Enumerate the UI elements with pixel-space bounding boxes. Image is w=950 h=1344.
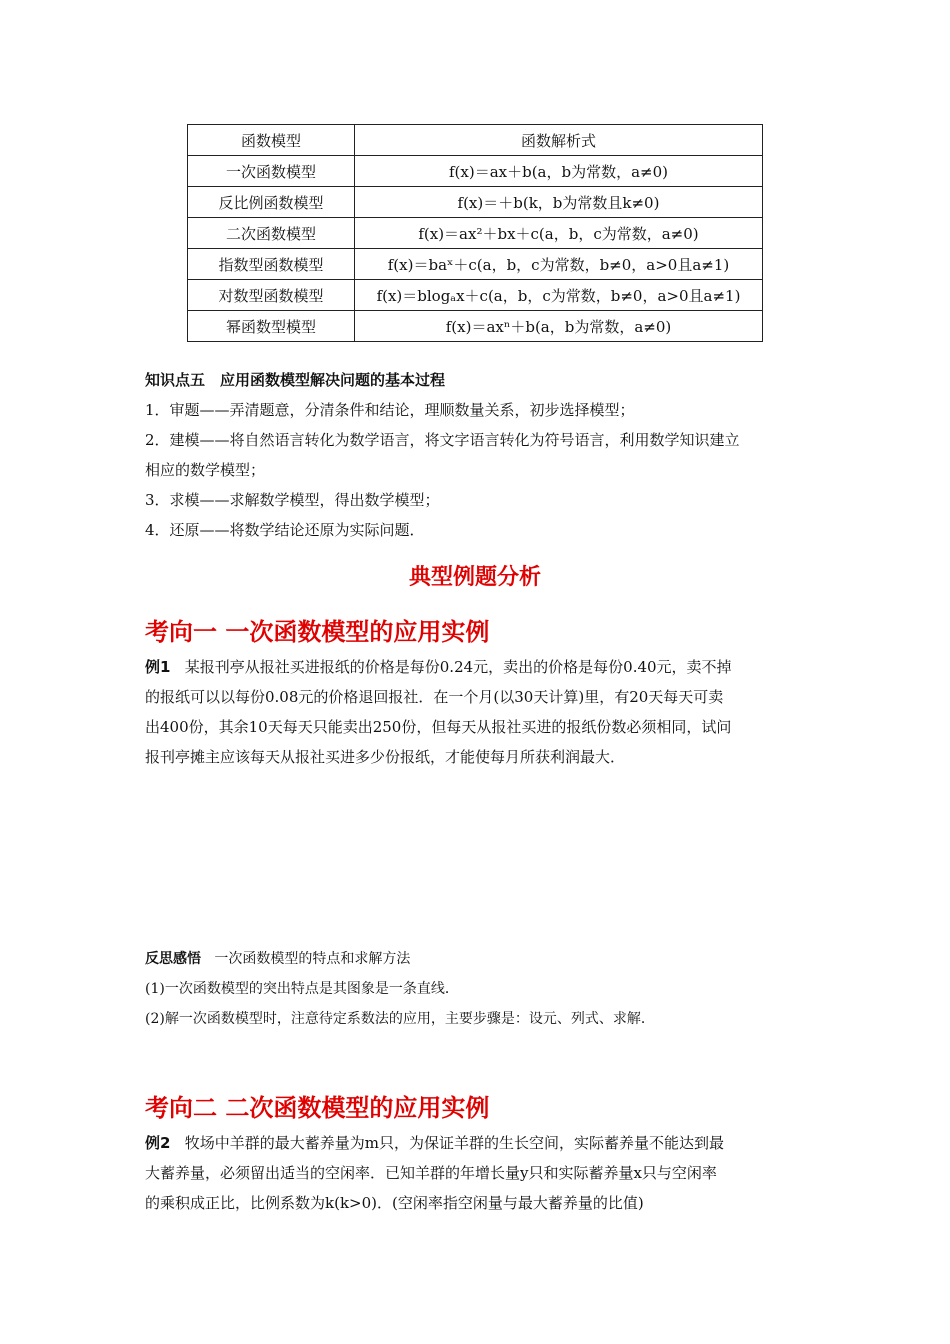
model-formula: f(x)＝ax＋b(a，b为常数，a≠0) <box>355 156 763 187</box>
knowledge-step: 相应的数学模型； <box>145 461 266 479</box>
model-formula: f(x)＝＋b(k，b为常数且k≠0) <box>355 187 763 218</box>
model-name: 指数型函数模型 <box>188 249 355 280</box>
example2-line: 牧场中羊群的最大蓄养量为m只，为保证羊群的生长空间，实际蓄养量不能达到最 <box>184 1134 724 1152</box>
reflect-line: (2)解一次函数模型时，注意待定系数法的应用，主要步骤是：设元、列式、求解． <box>145 1011 655 1027</box>
model-name: 幂函数型模型 <box>188 311 355 342</box>
example2-line: 大蓄养量，必须留出适当的空闲率．已知羊群的年增长量y只和实际蓄养量x只与空闲率 <box>145 1164 717 1182</box>
table-row <box>188 218 763 249</box>
section2-title: 考向二 二次函数模型的应用实例 <box>145 1094 490 1122</box>
table-row <box>188 156 763 187</box>
reflect-line: (1)一次函数模型的突出特点是其图象是一条直线． <box>145 981 459 997</box>
model-name: 二次函数模型 <box>188 218 355 249</box>
example1 <box>145 652 815 772</box>
model-formula: f(x)＝axⁿ＋b(a，b为常数，a≠0) <box>355 311 763 342</box>
model-name: 一次函数模型 <box>188 156 355 187</box>
table-row <box>188 280 763 311</box>
example1-label: 例1 <box>145 658 171 676</box>
knowledge-step: 2．建模——将自然语言转化为数学语言，将文字语言转化为符号语言，利用数学知识建立 <box>145 431 740 449</box>
page-heading: 典型例题分析 <box>408 565 541 590</box>
example2 <box>145 1128 815 1218</box>
model-formula: f(x)＝blogₐx＋c(a，b，c为常数，b≠0，a>0且a≠1) <box>355 280 763 311</box>
model-name: 对数型函数模型 <box>188 280 355 311</box>
knowledge-step: 1．审题——弄清题意，分清条件和结论，理顺数量关系，初步选择模型； <box>145 401 635 419</box>
reflect-label: 反思感悟 <box>145 951 201 967</box>
example2-line: 的乘积成正比，比例系数为k(k>0)．(空闲率指空闲量与最大蓄养量的比值) <box>145 1194 644 1212</box>
model-name: 反比例函数模型 <box>188 187 355 218</box>
reflect-title: 一次函数模型的特点和求解方法 <box>214 951 411 967</box>
example1-line: 报刊亭摊主应该每天从报社买进多少份报纸，才能使每月所获利润最大． <box>145 748 626 766</box>
reflection <box>145 944 815 1034</box>
header-formula: 函数解析式 <box>355 125 763 156</box>
section1-title: 考向一 一次函数模型的应用实例 <box>145 618 490 646</box>
knowledge-step: 4．还原——将数学结论还原为实际问题． <box>145 521 425 539</box>
header-model: 函数模型 <box>188 125 355 156</box>
example1-line: 出400份，其余10天每天只能卖出250份，但每天从报社买进的报纸份数必须相同，试问 <box>145 718 732 736</box>
table-row <box>188 187 763 218</box>
knowledge-step: 3．求模——求解数学模型，得出数学模型； <box>145 491 440 509</box>
table-row <box>188 249 763 280</box>
knowledge-steps <box>145 395 815 545</box>
example2-label: 例2 <box>145 1134 171 1152</box>
function-model-table <box>187 124 763 342</box>
table-row <box>188 311 763 342</box>
example1-line: 某报刊亭从报社买进报纸的价格是每份0.24元，卖出的价格是每份0.40元，卖不掉 <box>184 658 732 676</box>
model-formula: f(x)＝ax²＋bx＋c(a，b，c为常数，a≠0) <box>355 218 763 249</box>
table-header-row <box>188 125 763 156</box>
example1-line: 的报纸可以以每份0.08元的价格退回报社．在一个月(以30天计算)里，有20天每天可卖 <box>145 688 724 706</box>
model-formula: f(x)＝baˣ＋c(a，b，c为常数，b≠0，a>0且a≠1) <box>355 249 763 280</box>
knowledge-title: 知识点五 应用函数模型解决问题的基本过程 <box>145 371 446 389</box>
